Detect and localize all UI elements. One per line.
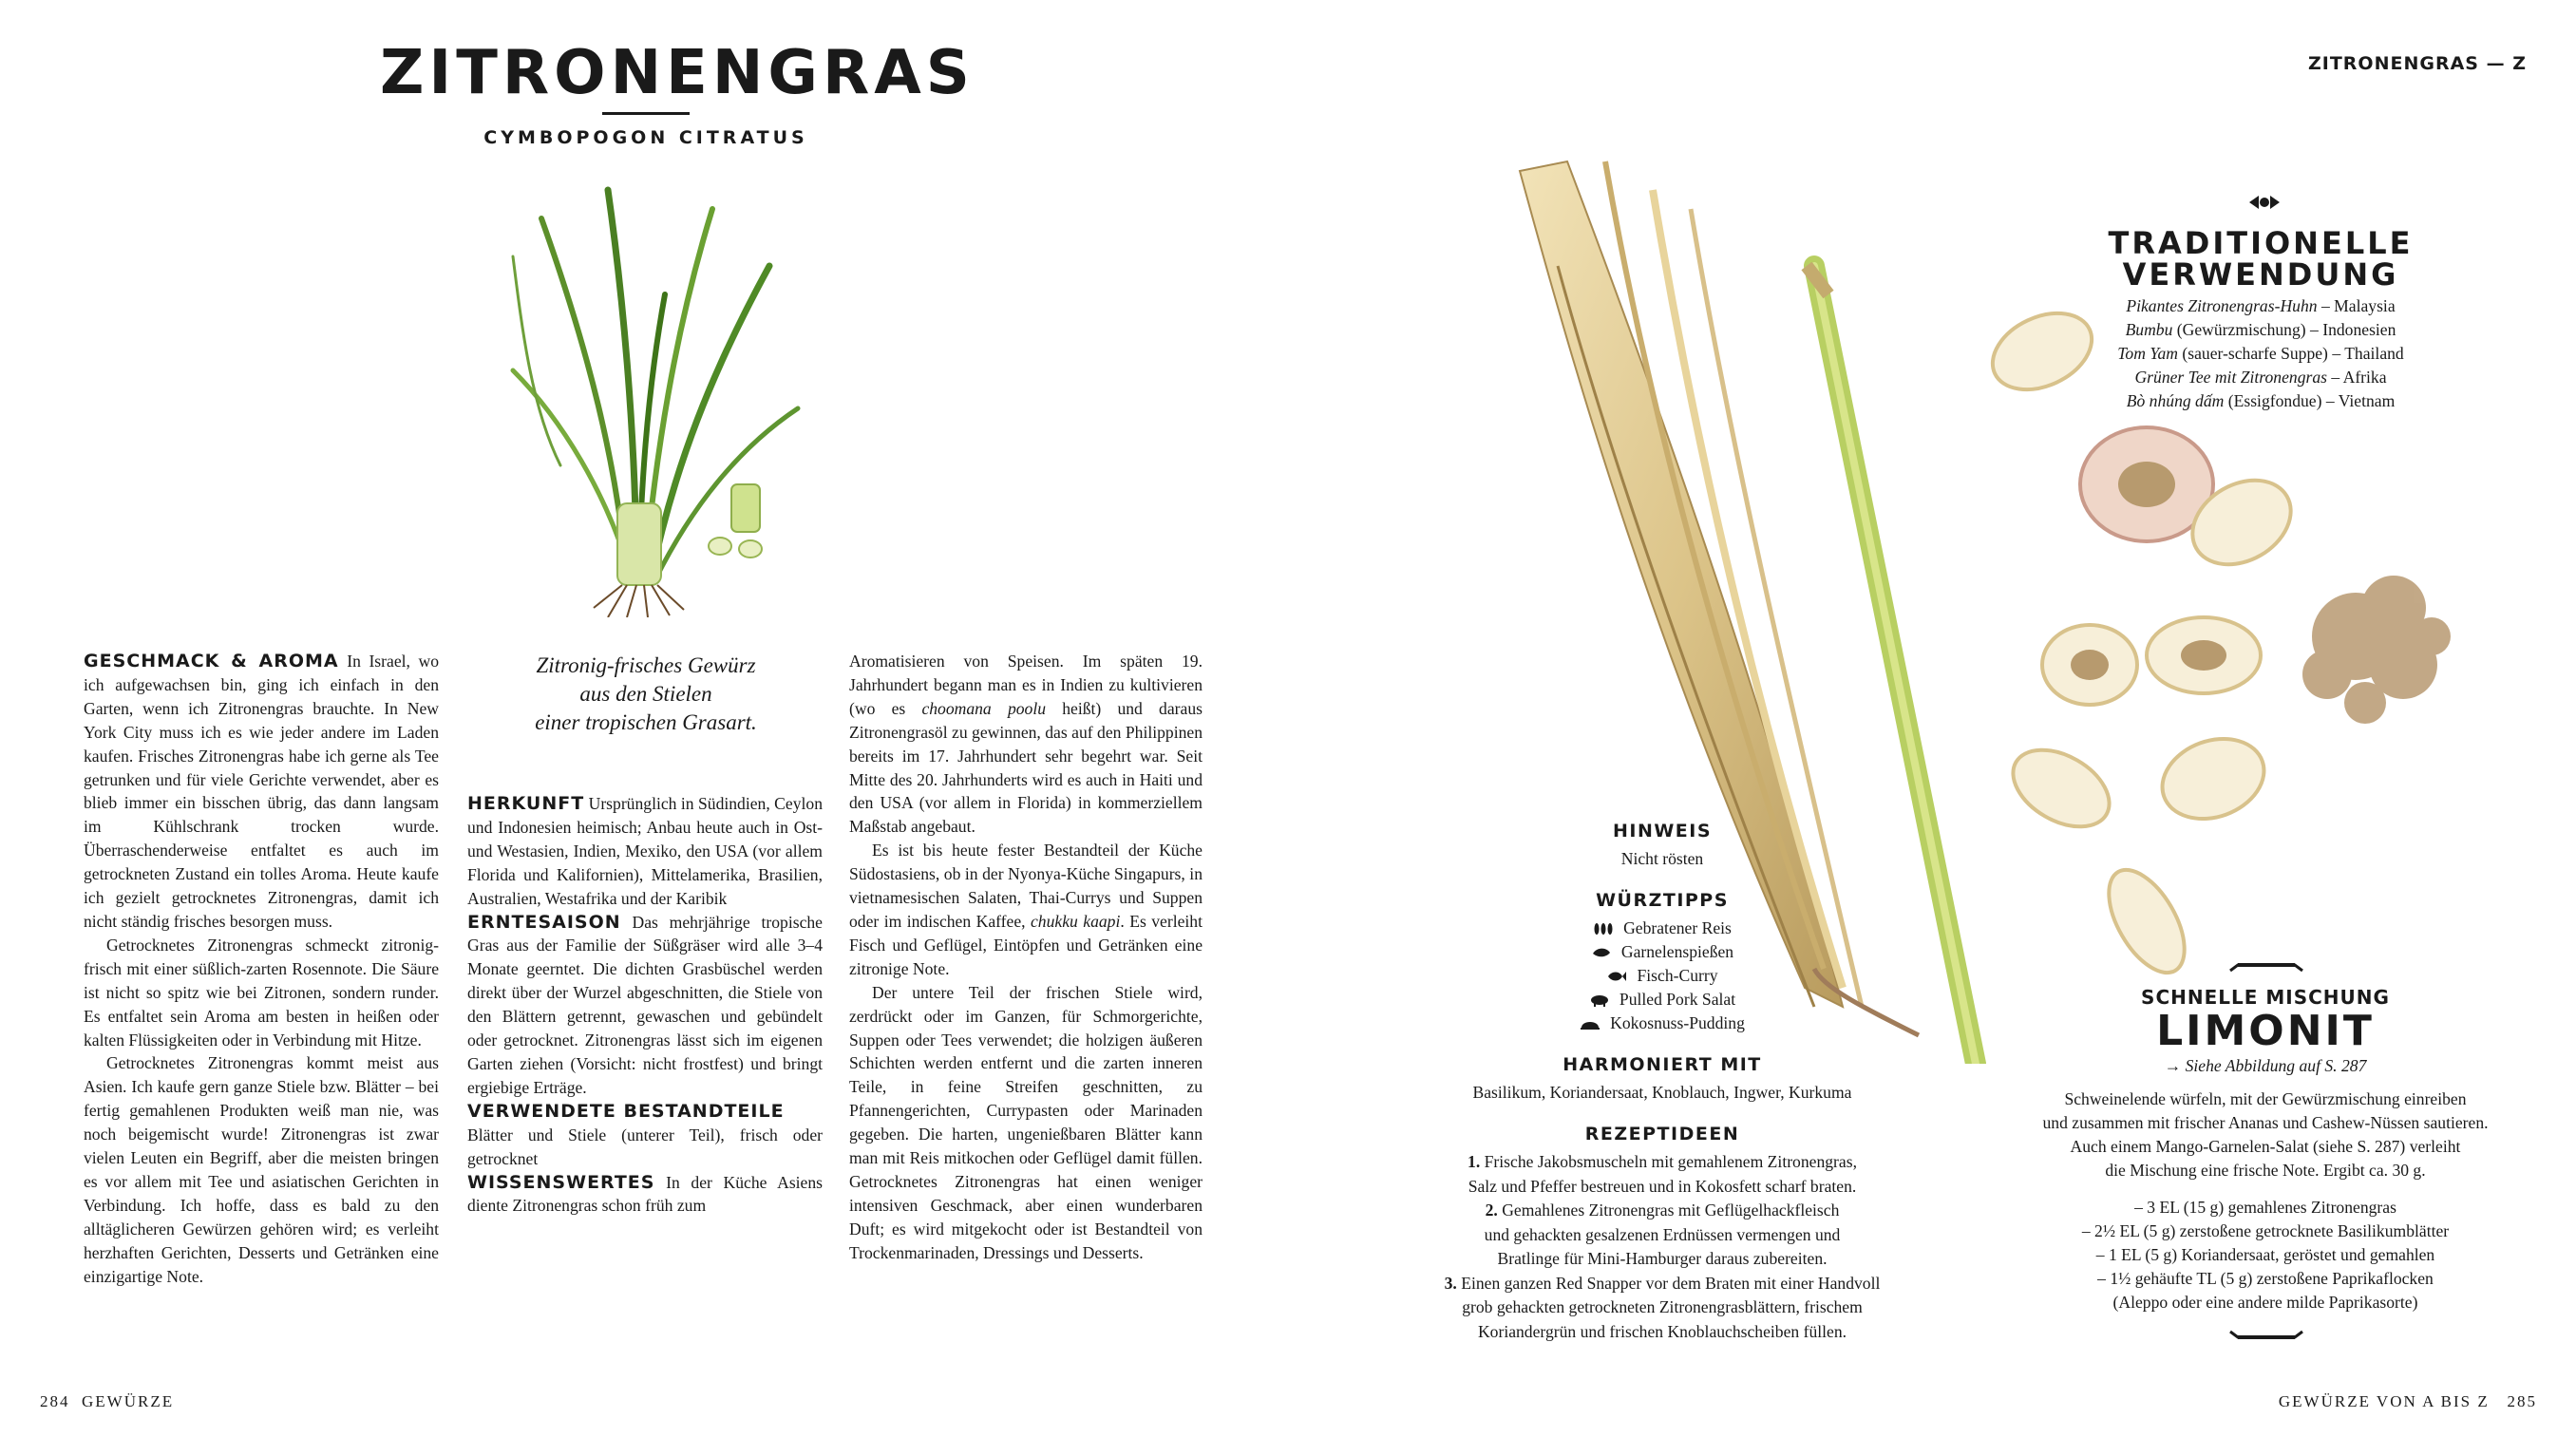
text-bestandteile: Blätter und Stiele (unterer Teil), frisch oder getrocknet	[467, 1125, 823, 1168]
list-item	[2071, 294, 2451, 318]
list-item	[1377, 940, 1947, 964]
recipe-number: 3.	[1444, 1273, 1457, 1293]
footer-section: GEWÜRZE VON A BIS Z	[2278, 1392, 2490, 1410]
dish-name: Grüner Tee mit Zitronengras	[2134, 368, 2327, 387]
dish-name: Pikantes Zitronengras-Huhn	[2126, 296, 2318, 315]
recipe-number: 1.	[1468, 1152, 1481, 1171]
tip-label: Fisch-Curry	[1637, 966, 1718, 985]
dish-name: Tom Yam	[2117, 344, 2178, 363]
footer-left	[40, 1392, 174, 1411]
text-herkunft: Ursprünglich in Südindien, Ceylon und Indonesien heimisch; Anbau heute auch in Ost- und Westasien, Indien, Mexiko, den USA (vor allem Florida und Kalifornien), Mittelamerika, Brasilien, Australien, Westafrika und der Karibik	[467, 794, 823, 908]
recipe-line: und gehackten gesalzenen Erdnüssen vermengen und	[1484, 1224, 1841, 1244]
emphasis: chukku kaapi	[1031, 911, 1121, 931]
pig-icon	[1589, 993, 1610, 1007]
text-erntesaison: Das mehrjährige tropische Gras aus der Familie der Süßgräser wird alle 3–4 Monate geerntet. Die dichten Grasbüschel werden direkt über der Wurzel abgeschnitten, die Stiele von den Blättern getrennt, gewaschen und gebündelt oder getrocknet. Zitronengras lässt sich im eigenen Garten ziehen (Vorsicht: nicht frostfest) und bringt ergiebige Erträge.	[467, 912, 823, 1097]
tagline-line: aus den Stielen	[579, 682, 712, 706]
footer-right	[2275, 1392, 2537, 1411]
quick-mix-reference: → Siehe Abbildung auf S. 287	[2164, 1056, 2367, 1075]
recipe-line: Salz und Pfeffer bestreuen und in Kokosfett scharf braten.	[1468, 1176, 1857, 1196]
traditional-title	[2071, 225, 2451, 293]
column-3	[849, 650, 1203, 1265]
list-item	[1377, 1150, 1947, 1199]
text-line: die Mischung eine frische Note. Ergibt ca. 30 g.	[2105, 1161, 2426, 1180]
latin-name: CYMBOPOGON CITRATUS	[483, 127, 808, 148]
list-item	[1377, 1012, 1947, 1035]
tips-list	[1377, 917, 1947, 1035]
text-wissenswertes: In der Küche Asiens diente Zitronengras schon früh zum	[467, 1172, 824, 1216]
shrimp-icon	[1591, 946, 1612, 959]
ingredient: – 1 EL (5 g) Koriandersaat, geröstet und gemahlen	[2095, 1245, 2435, 1264]
dish-name: Bò nhúng dấm	[2126, 391, 2225, 410]
fish-icon	[1606, 970, 1627, 983]
column-2	[467, 792, 823, 1218]
quick-mix-heading: SCHNELLE MISCHUNG	[2141, 986, 2390, 1009]
column-1	[84, 650, 439, 1288]
quick-mix	[1966, 986, 2565, 1314]
recipe-line: Koriandergrün und frischen Knoblauchscheiben füllen.	[1477, 1321, 1847, 1341]
quick-mix-text	[1966, 1087, 2565, 1182]
page-number: 284	[40, 1392, 70, 1410]
recipe-line: Frische Jakobsmuscheln mit gemahlenem Zitronengras,	[1484, 1152, 1857, 1171]
paragraph: Der untere Teil der frischen Stiele wird, zerdrückt oder im Ganzen, für Schmorgerichte, Suppen oder Tees verwendet; die holzigen äußeren Schichten werden entfernt und die zarten inneren Teile, in feine Streifen geschnitten, zu Pfannengerichten, Currypasten oder Marinaden gegeben. Die harten, ungenießbaren Blätter kann man mit Reis mitkochen oder Geflügel damit füllen. Getrocknetes Zitronengras hat einen weniger intensiven Geschmack, aber einen wunderbaren Duft; es wird mitgekocht oder ist Bestandteil von Trockenmarinaden, Dressings und Desserts.	[849, 982, 1203, 1262]
ingredient-list	[1966, 1196, 2565, 1314]
ingredient: (Aleppo oder eine andere milde Paprikasorte)	[2112, 1293, 2418, 1312]
dish-origin: (Essigfondue) – Vietnam	[2224, 391, 2396, 410]
tip-label: Garnelenspießen	[1620, 942, 1734, 961]
title-rule	[602, 112, 690, 115]
bracket-bottom-icon	[2228, 1330, 2304, 1341]
lemongrass-illustration	[475, 180, 836, 617]
tip-label: Gebratener Reis	[1623, 918, 1732, 937]
heading-geschmack: GESCHMACK & AROMA	[84, 651, 339, 671]
page-number: 285	[2507, 1392, 2537, 1410]
list-item	[2071, 318, 2451, 342]
ornament-icon	[2247, 194, 2282, 211]
text-run: Es ist bis heute fester Bestandteil der Küche Südostasiens, ob in der Nyonya-Küche Singapurs, in vietnamesischen Salaten, Thai-Currys und Suppen oder im indischen Kaffee,	[849, 841, 1203, 931]
text-line: Auch einem Mango-Garnelen-Salat (siehe S. 287) verleiht	[2070, 1137, 2461, 1156]
dish-name: Bumbu	[2125, 320, 2173, 339]
tip-label: Kokosnuss-Pudding	[1610, 1013, 1745, 1032]
text-hinweis: Nicht rösten	[1620, 849, 1704, 868]
title-line: TRADITIONELLE	[2108, 225, 2414, 261]
title-line: VERWENDUNG	[2122, 256, 2399, 293]
heading-rezeptideen: REZEPTIDEEN	[1584, 1124, 1740, 1144]
ingredient: – 2½ EL (5 g) zerstoßene getrocknete Basilikumblätter	[2081, 1221, 2450, 1240]
heading-bestandteile: VERWENDETE BESTANDTEILE	[467, 1100, 785, 1122]
dish-origin: – Malaysia	[2317, 296, 2396, 315]
traditional-list	[2071, 294, 2451, 413]
quick-mix-title: LIMONIT	[2156, 1007, 2375, 1055]
info-column	[1377, 821, 1947, 1344]
footer-section: GEWÜRZE	[82, 1392, 175, 1410]
bracket-top-icon	[2228, 961, 2304, 973]
recipe-line: Gemahlenes Zitronengras mit Geflügelhackfleisch	[1502, 1201, 1840, 1220]
grain-icon	[1593, 922, 1614, 936]
list-item	[1377, 1199, 1947, 1272]
tagline-line: Zitronig-frisches Gewürz	[536, 653, 756, 677]
tagline	[494, 652, 798, 737]
dish-origin: (Gewürzmischung) – Indonesien	[2172, 320, 2396, 339]
heading-erntesaison: ERNTESAISON	[467, 911, 621, 933]
dish-origin: (sauer-scharfe Suppe) – Thailand	[2178, 344, 2404, 363]
text-geschmack: In Israel, wo ich aufgewachsen bin, ging ich einfach in den Garten, wenn ich Zitronengras brauchte. In New York City muss ich es wie jeder andere im Laden kaufen. Frisches Zitronengras habe ich gerne als Tee getrunken und für viele Gerichte verwendet, aber es blieb immer ein bisschen übrig, das dann langsam im Kühlschrank trocken wurde. Überraschenderweise entfaltet es auch im getrockneten Zustand ein tolles Aroma. Heute kaufe ich gezielt getrocknetes Zitronengras, damit ich nicht ständig frisches besorgen muss.	[84, 652, 439, 931]
page-title: ZITRONENGRAS	[380, 38, 975, 108]
recipe-number: 2.	[1485, 1201, 1498, 1220]
heading-wuerztipps: WÜRZTIPPS	[1596, 890, 1729, 911]
list-item	[1377, 988, 1947, 1012]
ingredient: – 3 EL (15 g) gemahlenes Zitronengras	[2134, 1198, 2396, 1217]
recipe-line: Bratlinge für Mini-Hamburger daraus zubereiten.	[1497, 1249, 1828, 1268]
text-harmoniert: Basilikum, Koriandersaat, Knoblauch, Ingwer, Kurkuma	[1472, 1083, 1852, 1102]
heading-hinweis: HINWEIS	[1612, 821, 1713, 841]
ingredient: – 1½ gehäufte TL (5 g) zerstoßene Paprikaflocken	[2097, 1269, 2434, 1288]
list-item	[2071, 366, 2451, 389]
running-head: ZITRONENGRAS — Z	[2308, 53, 2527, 74]
text-run: Aromatisieren von Speisen. Im späten 19. Jahrhundert begann man es in Indien zu kultivieren (wo es	[849, 652, 1203, 718]
traditional-use	[2071, 225, 2451, 413]
heading-herkunft: HERKUNFT	[467, 793, 585, 814]
emphasis: choomana poolu	[921, 698, 1047, 718]
text-run: heißt) und daraus Zitronengrasöl zu gewinnen, das auf den Philippinen bereits im 17. Jahrhundert sehr begehrt war. Seit Mitte des 20. Jahrhunderts wird es auch in Haiti und den USA (vor allem in Florida) in kommerziellem Maßstab angebaut.	[849, 698, 1203, 837]
list-item	[1377, 917, 1947, 940]
heading-wissenswertes: WISSENSWERTES	[467, 1171, 655, 1193]
dish-origin: – Afrika	[2326, 368, 2387, 387]
list-item	[1377, 1272, 1947, 1345]
tagline-line: einer tropischen Grasart.	[535, 710, 757, 734]
list-item	[2071, 389, 2451, 413]
list-item	[1377, 964, 1947, 988]
text-run: . Es verleiht Fisch und Geflügel, Eintöpfen und Getränken eine zitronige Note.	[849, 911, 1203, 978]
text-line: und zusammen mit frischer Ananas und Cashew-Nüssen sautieren.	[2042, 1113, 2489, 1132]
recipe-line: Einen ganzen Red Snapper vor dem Braten mit einer Handvoll	[1461, 1273, 1881, 1293]
paragraph: Getrocknetes Zitronengras kommt meist aus Asien. Ich kaufe gern ganze Stiele bzw. Blätter – bei fertig gemahlenen Produkten weiß man nie, was noch beigemischt wurde! Zitronengras ist zwar vielen Leuten ein Begriff, aber die meisten bringen es vor allem mit Tee und asiatischen Gerichten in Verbindung. Ich hoffe, dass es bald zu den alltäglicheren Gewürzen gehören wird; es verleiht herzhaften Gerichten, Desserts und Getränken eine einzigartige Note.	[84, 1053, 439, 1286]
heading-harmoniert: HARMONIERT MIT	[1563, 1054, 1762, 1075]
tip-label: Pulled Pork Salat	[1619, 990, 1736, 1009]
recipe-list	[1377, 1150, 1947, 1344]
list-item	[2071, 342, 2451, 366]
recipe-line: grob gehackten getrockneten Zitronengrasblättern, frischem	[1462, 1297, 1863, 1316]
paragraph: Getrocknetes Zitronengras schmeckt zitronig-frisch mit einer süßlich-zarten Rosennote. Die Säure ist nicht so spitz wie bei Zitronen, sondern runder. Es entfaltet sein Aroma am besten in heißen oder kalten Flüssigkeiten oder in Verbindung mit Hitze.	[84, 935, 439, 1049]
text-line: Schweinelende würfeln, mit der Gewürzmischung einreiben	[2064, 1089, 2467, 1108]
dessert-icon	[1580, 1017, 1601, 1031]
